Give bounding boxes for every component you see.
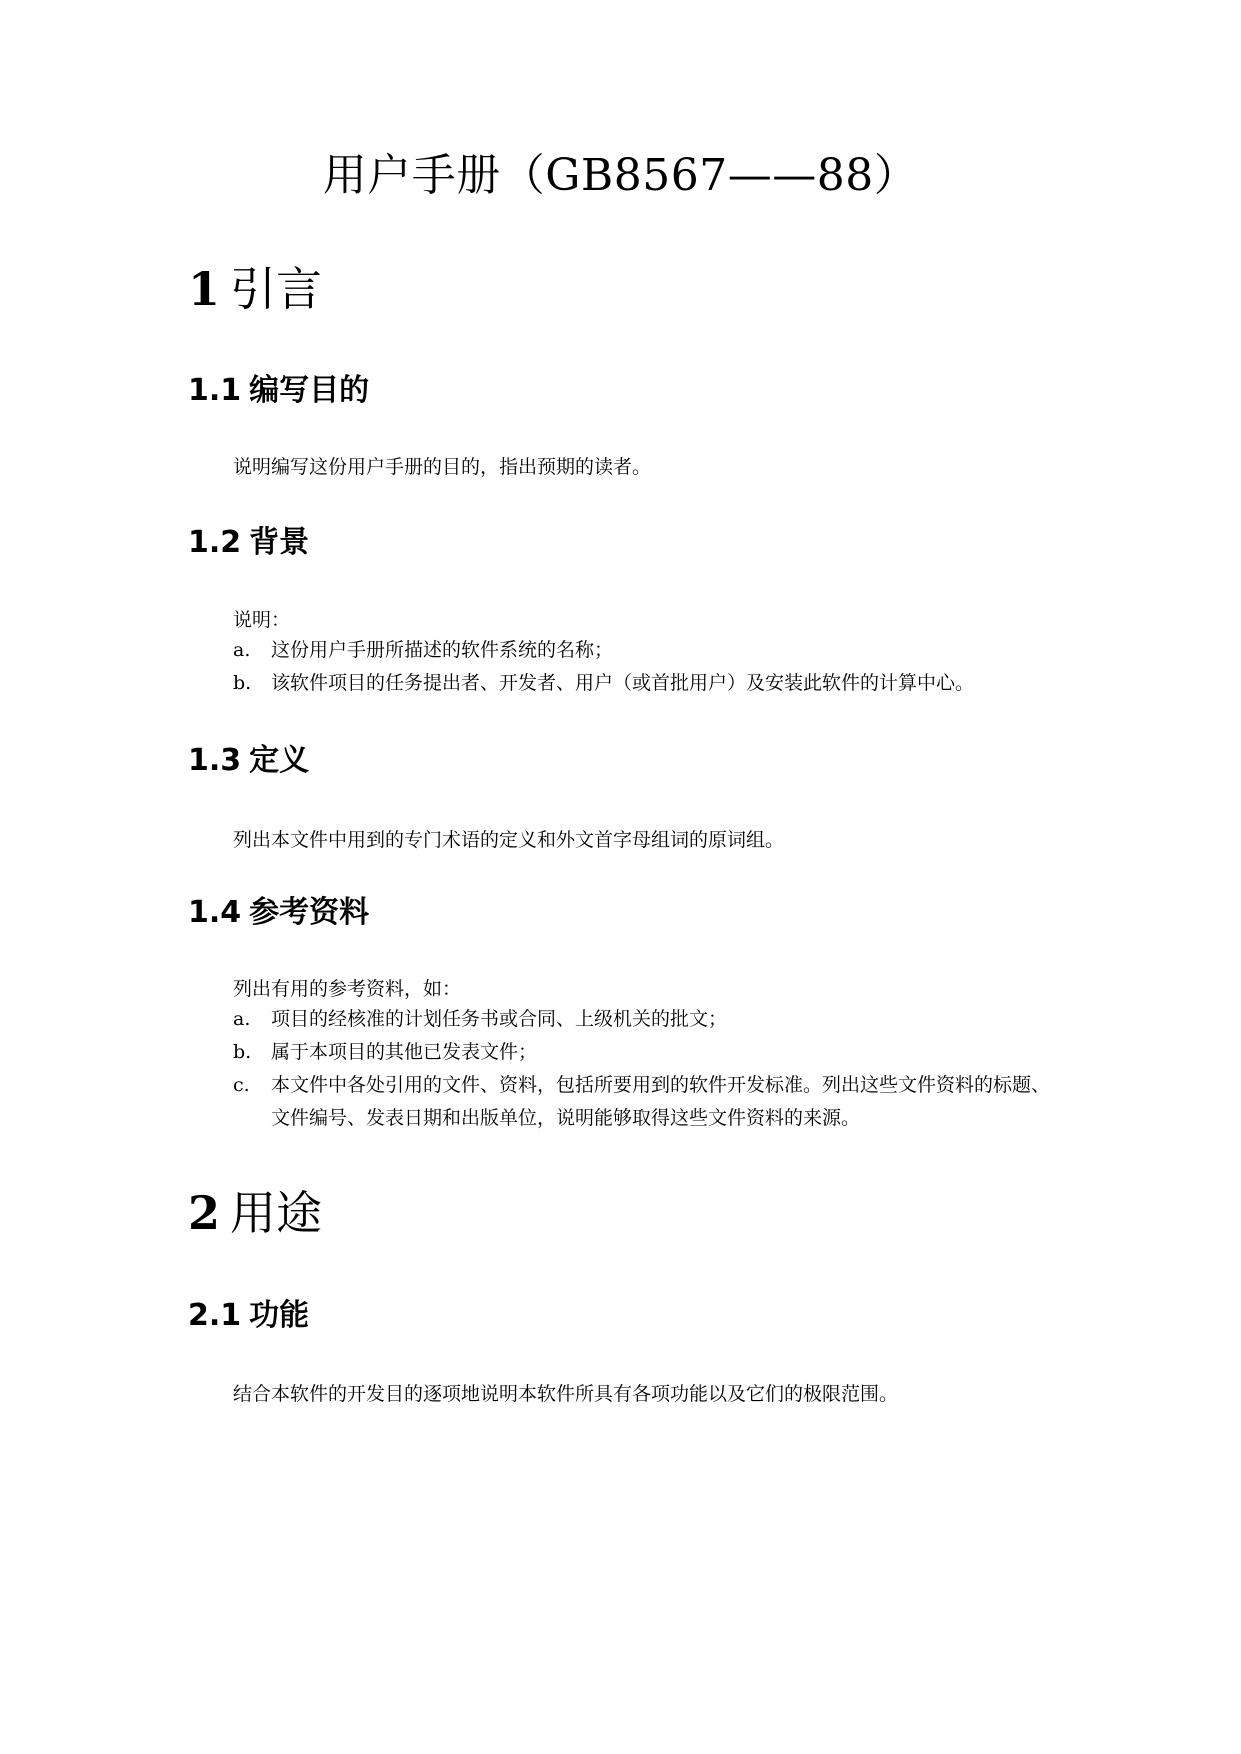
section-title: 定义 — [249, 743, 310, 778]
list-marker: b. — [233, 672, 252, 694]
section-number: 1 — [188, 262, 221, 316]
list-marker: a. — [233, 1008, 251, 1030]
section-1-1-paragraph: 说明编写这份用户手册的目的，指出预期的读者。 — [233, 456, 652, 478]
list-item-text: 这份用户手册所描述的软件系统的名称； — [271, 639, 614, 661]
section-number: 2.1 — [188, 1298, 242, 1333]
section-number: 1.1 — [188, 373, 242, 408]
list-item — [233, 1003, 1063, 1036]
list-marker: b. — [233, 1041, 252, 1063]
list-item — [233, 1036, 1063, 1069]
section-2-heading — [188, 1186, 322, 1241]
section-number: 1.4 — [188, 895, 242, 930]
section-1-1-heading — [188, 373, 369, 409]
list-marker: c. — [233, 1074, 250, 1096]
list-item — [233, 667, 1063, 700]
list-item — [233, 634, 1063, 667]
list-item — [233, 1069, 1063, 1135]
list-item-text: 本文件中各处引用的文件、资料，包括所要用到的软件开发标准。列出这些文件资料的标题、文件编号、发表日期和出版单位，说明能够取得这些文件资料的来源。 — [271, 1074, 1051, 1129]
section-title: 功能 — [249, 1298, 310, 1333]
section-title: 参考资料 — [249, 895, 370, 930]
section-number: 2 — [188, 1186, 221, 1240]
list-item-text: 属于本项目的其他已发表文件； — [271, 1041, 538, 1063]
list-item-text: 项目的经核准的计划任务书或合同、上级机关的批文； — [271, 1008, 728, 1030]
section-title: 用途 — [230, 1186, 323, 1240]
section-number: 1.2 — [188, 525, 242, 560]
section-2-1-paragraph: 结合本软件的开发目的逐项地说明本软件所具有各项功能以及它们的极限范围。 — [233, 1383, 899, 1405]
section-1-4-heading — [188, 895, 369, 931]
list-item-text: 该软件项目的任务提出者、开发者、用户（或首批用户）及安装此软件的计算中心。 — [271, 672, 975, 694]
section-1-3-heading — [188, 743, 309, 779]
list-marker: a. — [233, 639, 251, 661]
section-number: 1.3 — [188, 743, 242, 778]
section-1-3-paragraph: 列出本文件中用到的专门术语的定义和外文首字母组词的原词组。 — [233, 829, 785, 851]
section-1-2-heading — [188, 525, 309, 561]
section-title: 背景 — [249, 525, 310, 560]
section-1-heading — [188, 262, 322, 317]
section-1-4-intro: 列出有用的参考资料，如： — [233, 978, 462, 1000]
section-2-1-heading — [188, 1298, 309, 1334]
section-title: 引言 — [230, 262, 323, 316]
document-title: 用户手册（GB8567——88） — [322, 150, 919, 201]
section-title: 编写目的 — [249, 373, 370, 408]
section-1-2-intro: 说明： — [233, 609, 291, 631]
